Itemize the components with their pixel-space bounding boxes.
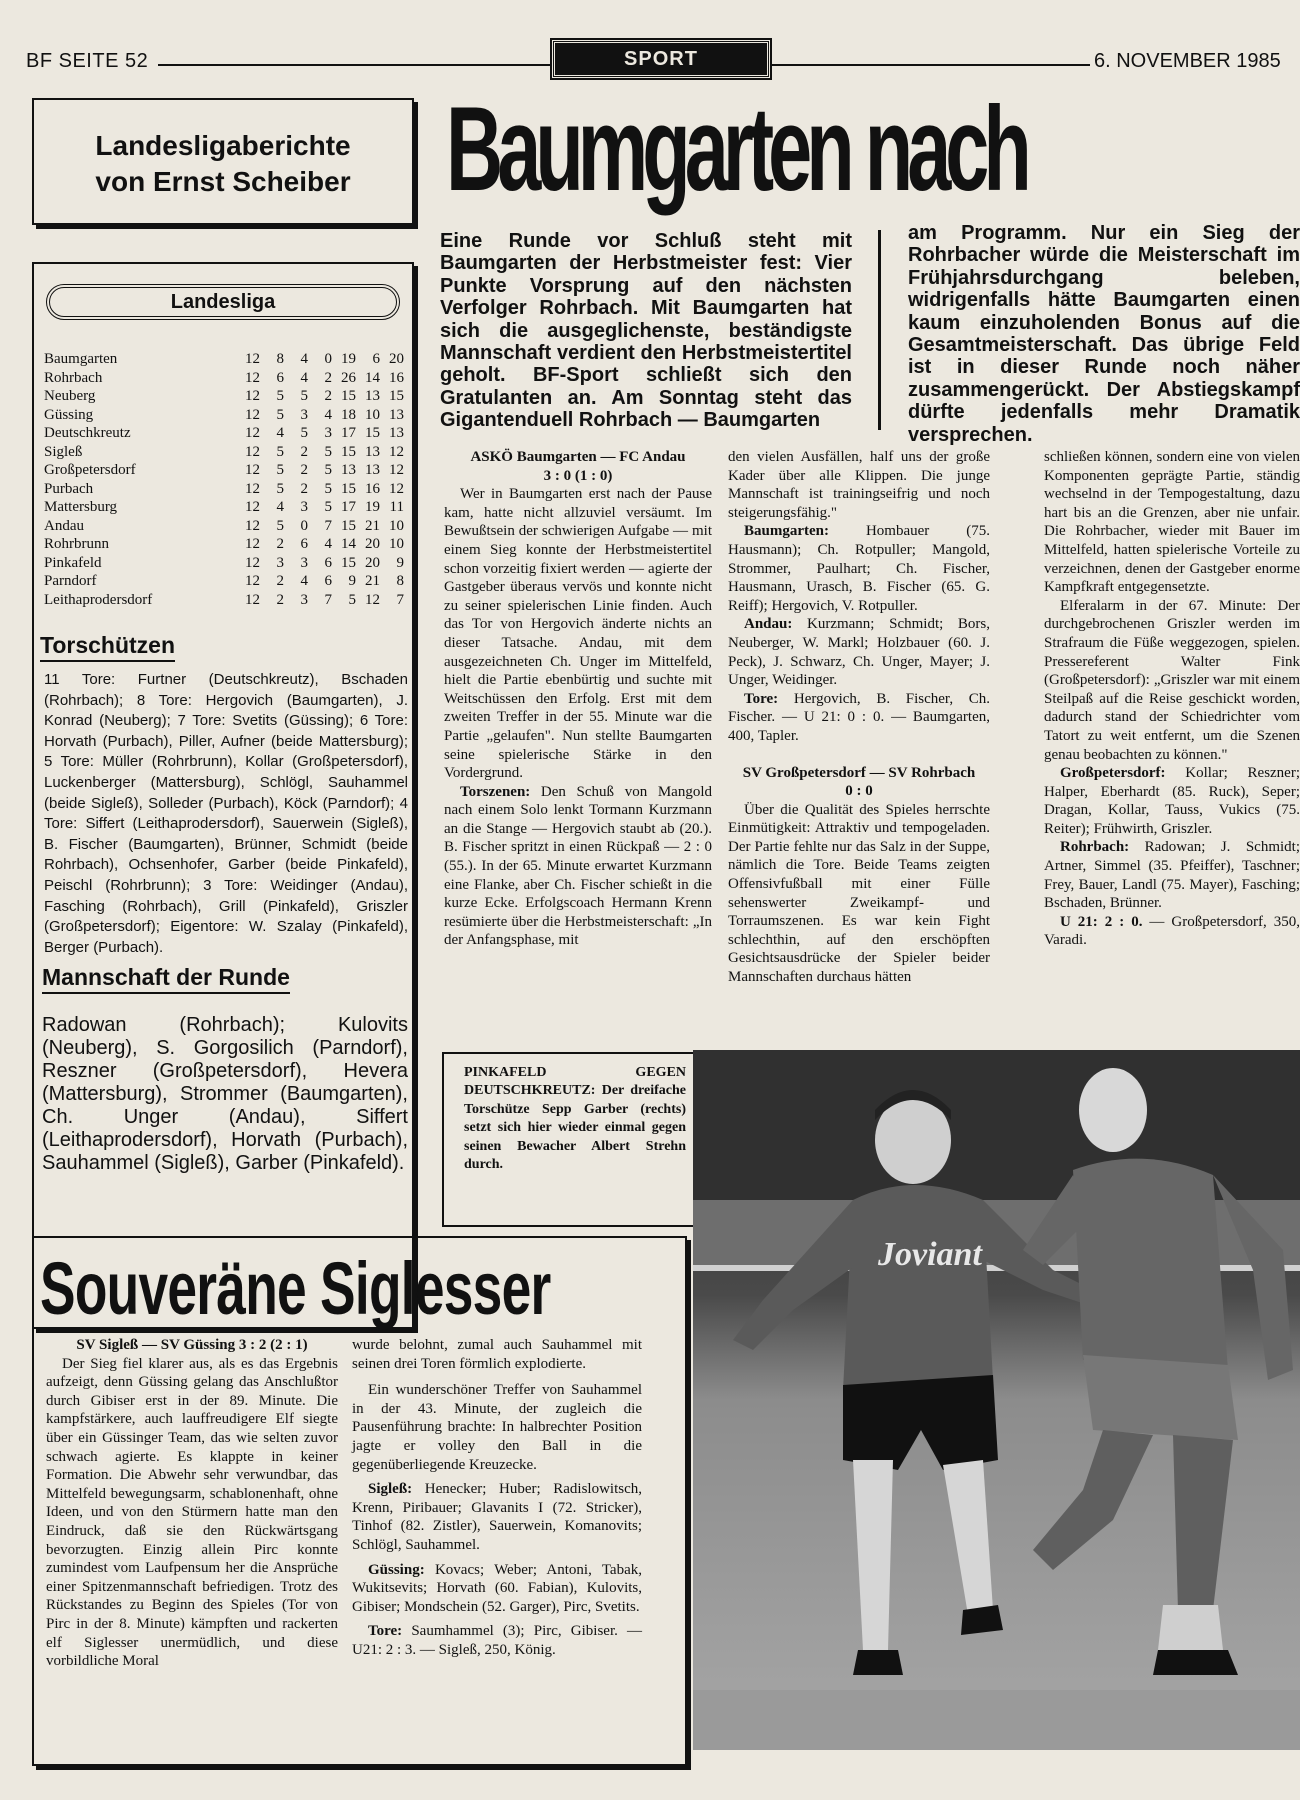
standings-cell: 5 (276, 388, 284, 404)
standings-row (44, 461, 404, 480)
standings-cell: 4 (324, 536, 332, 552)
standings-cell: 5 (324, 499, 332, 515)
standings-cell: 6 (324, 554, 332, 571)
standings-cell: 12 (245, 573, 260, 589)
standings-cell: 5 (324, 443, 332, 460)
standings-cell: 9 (396, 554, 404, 571)
standings-cell: 12 (389, 462, 404, 478)
lead-divider (878, 230, 881, 430)
standings-cell: 12 (245, 369, 260, 386)
article2-column-1 (46, 1336, 338, 1671)
standings-cell: 5 (324, 480, 332, 497)
standings-cell: 17 (341, 425, 356, 441)
scorers-heading: Torschützen (40, 632, 175, 662)
standings-cell: 4 (300, 573, 308, 589)
standings-cell: 0 (300, 517, 308, 534)
standings-cell: 12 (245, 351, 260, 367)
section-label: SPORT (552, 40, 770, 78)
standings-cell: 14 (341, 536, 356, 552)
article2-paragraph-1: Der Sieg fiel klarer aus, als es das Ergebnis aufzeigt, denn Güssing gelang das Anschlußtor durch Gibiser erst in der 89. Minute. Die kampfstärkere, auch lauffreudigere Elf siegte über ein Güssinger Team, das wie selten zuvor schwach agierte. Es klappte in keiner Formation. Die Abwehr sehr verwundbar, das Mittelfeld bewegungsarm, schablonenhaft, ohne Ideen, und von den Stürmern hatte man den Eindruck, daß sie den Rückwärtsgang bevorzugten. Einzig allein Pirc konnte zumindest vom Laufpensum her die Ansprüche einer Spitzenmannschaft befriedigen. Trotz des Rückstandes zu Beginn des Spieles (Tor von Pirc in der 8. Minute) kämpften und rackerten elf Siglesser unermüdlich, und diese vorbildliche Moral (46, 1355, 338, 1670)
shirt-lettering: Joviant (878, 1236, 982, 1273)
standings-cell: 5 (276, 406, 284, 423)
standings-cell: 20 (365, 554, 380, 571)
col4-paragraph-1: schließen können, sondern eine von vielen Komponenten geprägte Partie, ständig wechselnd in der Tempogestaltung, dazu hart bis an die Grenzen, aber nie unfair. Die Rohrbacher, wieder mit Bauer im Mittelfeld, hatten spielerische Vorteile zu verzeichnen, denen der Gastgeber enorme Kampfkraft entgegensetzte. (1044, 449, 1300, 596)
header-rule-left (158, 64, 550, 66)
goals2-text: Saumhammel (3); Pirc, Gibiser. — U21: 2 : 3. — Sigleß, 250, König. (352, 1623, 642, 1658)
standings-cell: 12 (245, 443, 260, 460)
standings-cell: 4 (324, 406, 332, 423)
match2-score: 0 : 0 (845, 783, 873, 800)
standings-cell: 12 (389, 443, 404, 460)
standings-cell: 3 (300, 406, 308, 423)
standings-cell: 6 (300, 536, 308, 552)
standings-cell: 12 (245, 536, 260, 552)
standings-cell: 13 (341, 462, 356, 478)
standings-row (44, 535, 404, 554)
standings-cell: 13 (389, 406, 404, 423)
standings-cell: 12 (245, 406, 260, 423)
team-heading: Mannschaft der Runde (42, 964, 290, 994)
scorers-text: 11 Tore: Furtner (Deutschkreutz), Bschaden (Rohrbach); 8 Tore: Hergovich (Baumgarten), J. Konrad (Neuberg); 7 Tore: Svetits (Güssing); 6 Tore: Horvath (Purbach), Piller, Aufner (beide Mattersburg); 5 Tore: Müller (Rohrbrunn), Kollar (Großpetersdorf), Luckenberger (Mattersburg), Schlögl, Sauhammel (beide Sigleß), Solleder (Purbach), Köck (Parndorf); 4 Tore: Siffert (Leithaprodersdorf), Sauerwein (Sigleß), B. Fischer (Baumgarten), Brünner, Schmidt (beide Rohrbach), Ochsenhofer, Garber (beide Pinkafeld), Peischl (Rohrbrunn); 3 Tore: Weidinger (Andau), Fasching (Rohrbach), Grill (Pinkafeld), Griszler (Großpetersdorf); Eigentore: W. Szalay (Pinkafeld), Berger (Purbach). (44, 671, 408, 956)
match1-score: 3 : 0 (1 : 0) (543, 467, 613, 484)
gp-lineup: Kollar; Reszner; Halper, Eberhardt (85. Ruck), Seper; Dragan, Kollar, Tauss, Vukics (75. Reiter); Frühwirth, Griszler. (1044, 765, 1300, 837)
standings-cell: 12 (245, 591, 260, 608)
standings-cell: 16 (389, 369, 404, 386)
team-name: Andau (44, 517, 84, 534)
standings-cell: 9 (348, 573, 356, 589)
standings-row (44, 350, 404, 369)
rb-label: Rohrbach: (1060, 839, 1130, 856)
standings-cell: 18 (341, 406, 356, 423)
standings-cell: 12 (245, 480, 260, 497)
standings-cell: 12 (245, 388, 260, 404)
standings-cell: 14 (365, 369, 380, 386)
team-name: Mattersburg (44, 499, 118, 515)
team-name: Neuberg (44, 388, 96, 404)
article1-column-3 (728, 448, 990, 987)
standings-cell: 15 (365, 425, 380, 441)
standings-table (44, 350, 404, 609)
standings-cell: 7 (324, 517, 332, 534)
sigless-lineup: Henecker; Huber; Radislowitsch, Krenn, Piribauer; Glavanits I (72. Stricker), Tinhof (82. Zistler), Sauerwein, Komanovits; Schlögl, Sauhammel. (352, 1481, 642, 1553)
standings-cell: 13 (365, 462, 380, 478)
standings-cell: 12 (389, 480, 404, 497)
match1-scenes: Den Schuß von Mangold nach einem Solo lenkt Tormann Kurzmann an die Stange — Hergovich staubt ab (20.). B. Fischer spritzt in einen Rückpaß — 2 : 0 (55.). In der 65. Minute erwartet Kurzmann eine Flanke, aber Ch. Fischer schießt in die kurze Ecke. Erfolgscoach Hermann Krenn resümierte über die Herbstmeisterschaft: „In der Anfangsphase, mit (444, 783, 712, 949)
standings-cell: 2 (300, 462, 308, 478)
standings-row (44, 387, 404, 406)
u21-text: — Großpetersdorf, 350, Varadi. (1044, 913, 1300, 949)
guessing-lineup: Kovacs; Weber; Antoni, Tabak, Wukitsevits; Horvath (60. Fabian), Kulovits, Gibiser; Mondschein (52. Garger), Pirc, Svetits. (352, 1561, 642, 1615)
standings-cell: 5 (300, 388, 308, 404)
standings-cell: 2 (276, 573, 284, 589)
standings-cell: 13 (365, 443, 380, 460)
standings-row (44, 554, 404, 573)
scorers-heading-wrap (40, 632, 175, 662)
standings-row (44, 406, 404, 425)
standings-cell: 15 (341, 388, 356, 404)
standings-cell: 5 (348, 591, 356, 608)
standings-row (44, 498, 404, 517)
standings-cell: 20 (389, 351, 404, 367)
standings-cell: 12 (245, 425, 260, 441)
standings-cell: 19 (365, 499, 380, 515)
standings-cell: 15 (341, 443, 356, 460)
standings-cell: 10 (365, 406, 380, 423)
standings-cell: 5 (276, 462, 284, 478)
team-name: Purbach (44, 480, 94, 497)
standings-cell: 5 (276, 443, 284, 460)
match1-title: ASKÖ Baumgarten — FC Andau (470, 449, 686, 465)
league-sidebar (32, 262, 414, 1329)
standings-cell: 3 (276, 554, 284, 571)
match1-scenes-label: Torszenen: (460, 783, 531, 800)
standings-cell: 12 (245, 517, 260, 534)
standings-cell: 7 (324, 591, 332, 608)
baumgarten-label: Baumgarten: (744, 523, 829, 540)
lead-text-1: Eine Runde vor Schluß steht mit Baumgarten der Herbstmeister fest: Vier Punkte Vorsprung auf den nächsten Verfolger Rohrbach. Mit Baumgarten hat sich die ausgeglichenste, beständigste Mannschaft verdient den Herbstmeistertitel geholt. BF-Sport schließt sich den Gratulanten an. Am Sonntag steht das Gigantenduell Rohrbach — Baumgarten (440, 230, 852, 432)
baumgarten-lineup: Hombauer (75. Hausmann); Ch. Rotpuller; Mangold, Strommer, Paulhart; Ch. Fischer, Hausmann, Urasch, B. Fischer (65. G. Reiff); Hergovich, V. Rotpuller. (728, 523, 990, 614)
standings-cell: 10 (389, 536, 404, 552)
team-name: Leithaprodersdorf (44, 591, 153, 608)
standings-cell: 3 (300, 591, 308, 608)
match2-paragraph: Über die Qualität des Spieles herrschte Einmütigkeit: Attraktiv und tempogeladen. Der Partie fehlte nur das Salz in der Suppe, nämlich die Tore. Beide Teams zeigten Offensivfußball mit einer Fülle sehenswerter Zweikampf- und Torraumszenen. Es war kein Fight schlechthin, auf den erschöpften Gesichtsausdrücke der Spieler beider Mannschaften durchaus hätten (728, 801, 990, 986)
standings-cell: 15 (341, 517, 356, 534)
standings-row (44, 591, 404, 610)
standings-cell: 10 (389, 517, 404, 534)
league-title: Landesliga (46, 284, 400, 320)
reports-title-line2: von Ernst Scheiber (95, 166, 351, 197)
standings-cell: 20 (365, 536, 380, 552)
standings-cell: 2 (324, 388, 332, 404)
standings-cell: 15 (341, 554, 356, 571)
standings-cell: 12 (245, 499, 260, 515)
standings-cell: 2 (300, 480, 308, 497)
match1-paragraph: Wer in Baumgarten erst nach der Pause kam, hatte nicht allzuviel versäumt. Im Bewußtsein der schwierigen Aufgabe — mit einem Sieg konnte der Herbstmeistertitel schon vorzeitig fixiert werden — agierte der Gastgeber überaus vervös und konnte nicht zu seiner spielerischen Linie finden. Auch das Tor von Hergovich änderte nichts an dieser Tatsache. Andau, mit dem ausgezeichneten Ch. Unger im Mittelfeld, hielt die Partie ebenbürtig und suchte mit Weitschüssen den Erfolg. Erst mit dem zweiten Treffer in der 55. Minute war die Partie „gelaufen". Nun stellte Baumgarten seine spielerische Stärke in den Vordergrund. (444, 486, 712, 782)
col3-paragraph: den vielen Ausfällen, half uns der große Kader über alle Klippen. Die junge Mannschaft ist trainingseifrig und noch steigerungsfähig." (728, 449, 990, 521)
standings-cell: 17 (341, 499, 356, 515)
standings-cell: 7 (396, 591, 404, 608)
standings-cell: 5 (324, 462, 332, 478)
rb-lineup: Radowan; J. Schmidt; Artner, Simmel (35. Pfeiffer), Taschner; Frey, Bauer, Landl (75. Mayer), Fasching; Bschaden, Brünner. (1044, 839, 1300, 912)
standings-cell: 15 (341, 480, 356, 497)
team-of-round-text: Radowan (Rohrbach); Kulovits (Neuberg), S. Gorgosilich (Parndorf), Reszner (Großpetersdorf), Hevera (Mattersburg), Strommer (Baumgarten), Ch. Unger (Andau), Siffert (Leithaprodersdorf), Horvath (Purbach), Sauhammel (Sigleß), Garber (Pinkafeld). (42, 1014, 408, 1174)
standings-cell: 8 (396, 573, 404, 589)
gp-label: Großpetersdorf: (1060, 765, 1166, 782)
standings-row (44, 517, 404, 536)
standings-cell: 13 (389, 425, 404, 441)
reports-title-line1: Landesligaberichte (95, 130, 351, 161)
article1-column-4 (1044, 448, 1300, 1016)
standings-cell: 6 (324, 573, 332, 589)
reports-title-box (32, 98, 414, 225)
standings-cell: 26 (341, 369, 356, 386)
goals2-label: Tore: (368, 1623, 403, 1640)
team-name: Rohrbrunn (44, 536, 109, 552)
standings-cell: 12 (365, 591, 380, 608)
team-name: Rohrbach (44, 369, 103, 386)
standings-cell: 16 (365, 480, 380, 497)
standings-cell: 4 (300, 351, 308, 367)
match3-title: SV Sigleß — SV Güssing 3 : 2 (2 : 1) (76, 1337, 308, 1353)
standings-cell: 6 (276, 369, 284, 386)
match2-title: SV Großpetersdorf — SV Rohrbach (742, 764, 976, 781)
standings-cell: 2 (276, 536, 284, 552)
headline-baumgarten: Baumgarten nach (446, 82, 1026, 216)
standings-cell: 3 (300, 554, 308, 571)
standings-cell: 3 (324, 425, 332, 441)
team-name: Sigleß (44, 443, 83, 460)
header-rule-right (772, 64, 1090, 66)
article1-column-2 (444, 448, 712, 950)
goals1-label: Tore: (744, 690, 779, 707)
issue-date: 6. NOVEMBER 1985 (1094, 50, 1281, 72)
standings-cell: 4 (300, 369, 308, 386)
sigless-label: Sigleß: (368, 1481, 413, 1498)
standings-cell: 21 (365, 517, 380, 534)
standings-cell: 12 (245, 462, 260, 478)
photo-illustration (693, 1050, 1300, 1750)
standings-cell: 2 (324, 369, 332, 386)
standings-row (44, 424, 404, 443)
photo-caption: PINKAFELD GEGEN DEUTSCHKREUTZ: Der dreifache Torschütze Sepp Garber (rechts) setzt sich hier wieder einmal gegen seinen Bewacher Albert Strehn durch. (442, 1052, 694, 1227)
article2-paragraph-2: wurde belohnt, zumal auch Sauhammel mit seinen drei Toren förmlich explodierte. (352, 1337, 642, 1372)
article2-paragraph-3: Ein wunderschöner Treffer von Sauhammel in der 43. Minute, der zugleich die Pausenführung brachte: In halbrechter Position jagte er volley den Ball in die gegenüberliegende Kreuzecke. (352, 1382, 642, 1473)
andau-label: Andau: (744, 616, 793, 633)
standings-cell: 11 (389, 499, 404, 515)
standings-row (44, 443, 404, 462)
standings-cell: 2 (276, 591, 284, 608)
standings-row (44, 572, 404, 591)
col4-paragraph-2: Elferalarm in der 67. Minute: Der durchgebrochenen Griszler werden im Strafraum die Füße weggezogen, spielen. Pressereferent Walter Fink (Großpetersdorf): „Griszler war mit einem Steilpaß auf die Reise geschickt worden, dadurch stand der Schiedrichter vom Tatort zu weit entfernt, um die Szenen genau beobachten zu können." (1044, 597, 1300, 763)
standings-cell: 2 (300, 443, 308, 460)
team-name: Großpetersdorf (44, 462, 136, 478)
standings-cell: 5 (276, 480, 284, 497)
u21-label: U 21: 2 : 0. (1060, 913, 1143, 930)
standings-cell: 21 (365, 573, 380, 589)
standings-row (44, 480, 404, 499)
standings-cell: 3 (300, 499, 308, 515)
standings-cell: 12 (245, 554, 260, 571)
guessing-label: Güssing: (368, 1561, 425, 1578)
standings-row (44, 369, 404, 388)
andau-lineup: Kurzmann; Schmidt; Bors, Neuberger, W. Markl; Holzbauer (60. J. Peck), J. Schwarz, Ch. Unger, Mayer; J. Unger, Weidinger. (728, 616, 990, 689)
team-name: Baumgarten (44, 351, 118, 367)
team-name: Pinkafeld (44, 554, 102, 571)
standings-cell: 19 (341, 351, 356, 367)
article2-column-2 (352, 1336, 642, 1660)
page-number: BF SEITE 52 (26, 50, 149, 72)
match-photo (693, 1050, 1300, 1750)
standings-cell: 6 (372, 351, 380, 367)
team-name: Deutschkreutz (44, 425, 131, 441)
standings-cell: 13 (365, 388, 380, 404)
standings-cell: 15 (389, 388, 404, 404)
standings-cell: 5 (300, 425, 308, 441)
standings-cell: 0 (324, 351, 332, 367)
team-name: Güssing (44, 406, 94, 423)
standings-cell: 5 (276, 517, 284, 534)
standings-cell: 8 (276, 351, 284, 367)
standings-cell: 4 (276, 499, 284, 515)
team-heading-wrap (42, 964, 290, 994)
goals1-text: Hergovich, B. Fischer, Ch. Fischer. — U 21: 0 : 0. — Baumgarten, 400, Tapler. (728, 690, 991, 744)
lead-text-2: am Programm. Nur ein Sieg der Rohrbacher würde die Meisterschaft im Frühjahrsdurchgang beleben, widrigenfalls hätte Baumgarten einen kaum einzuholenden Bonus auf die Gesamtmeisterschaft. Das übrige Feld ist in dieser Runde noch näher zusammengerückt. Der Abstiegskampf dürfte jedenfalls mehr Dramatik versprechen. (908, 222, 1300, 446)
team-name: Parndorf (44, 573, 97, 589)
headline-siglesser: Souveräne Siglesser (40, 1247, 551, 1330)
standings-cell: 4 (276, 425, 284, 441)
